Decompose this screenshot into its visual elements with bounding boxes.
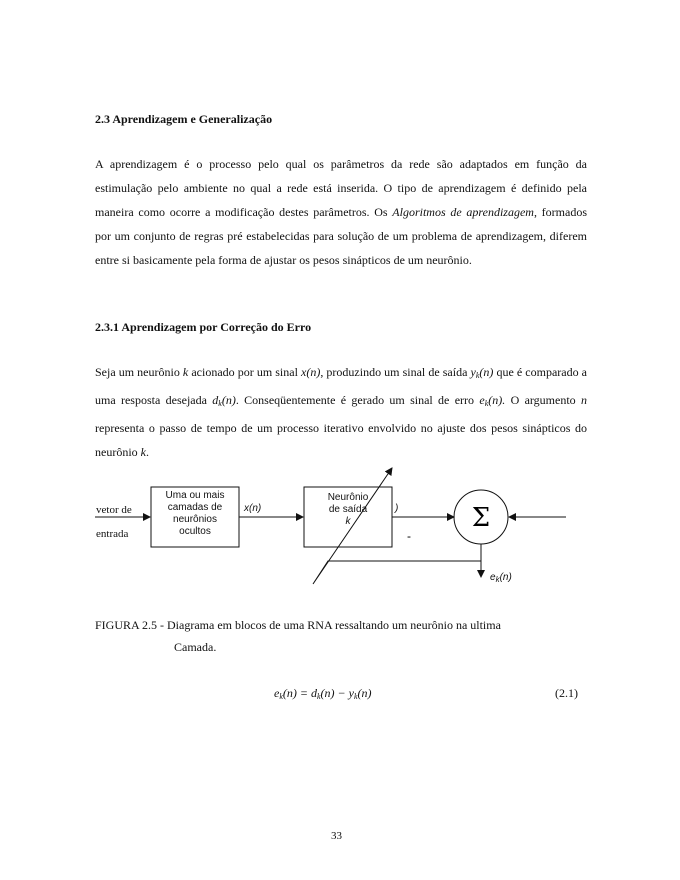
subsection-title: 2.3.1 Aprendizagem por Correção do Erro	[95, 320, 312, 334]
input-label-line1: vetor de	[96, 504, 132, 516]
output-neuron-label: Neurônio de saída k	[327, 492, 369, 527]
minus-sign: -	[407, 529, 411, 543]
hidden-layers-label: Uma ou mais camadas de neurônios ocultos	[165, 490, 225, 537]
input-label-line2: entrada	[96, 528, 129, 540]
subsection-paragraph: Seja um neurônio k acionado por um sinal x(n), produzindo um sinal de saída $y_k(n)$ que é comparado a uma resposta desejada $d_k(n)$. Conseqüentemente é gerado um sinal de erro $e_k(n)$. O argumento n representa o passo de tempo de um processo iterativo envolvido no ajuste dos pesos sinápticos do neurônio k.	[95, 365, 588, 459]
error-signal-label: $e_k(n)$	[490, 572, 512, 584]
sigma-icon: Σ	[471, 503, 491, 533]
y-signal-label: )	[395, 503, 399, 514]
page-number: 33	[331, 830, 342, 842]
figure-caption-line2: Camada.	[174, 640, 217, 654]
section-title: 2.3 Aprendizagem e Generalização	[95, 112, 273, 126]
equation-number: (2.1)	[555, 686, 578, 700]
x-signal-label: x(n)	[244, 503, 262, 514]
equation: $e_k(n) = d_k(n) - y_k(n)$	[274, 686, 372, 701]
figure-caption-line1: FIGURA 2.5 - Diagrama em blocos de uma RNA ressaltando um neurônio na ultima	[95, 618, 501, 632]
section-paragraph: A aprendizagem é o processo pelo qual os parâmetros da rede são adaptados em função da estimulação pelo ambiente no qual a rede está inserida. O tipo de aprendizagem é definido pela maneira como ocorre a modificação destes parâmetros. Os Algoritmos de aprendizagem, formados por um conjunto de regras pré estabelecidas para solução de um problema de aprendizagem, diferem entre si basicamente pela forma de ajustar os pesos sinápticos de um neurônio.	[95, 157, 587, 267]
